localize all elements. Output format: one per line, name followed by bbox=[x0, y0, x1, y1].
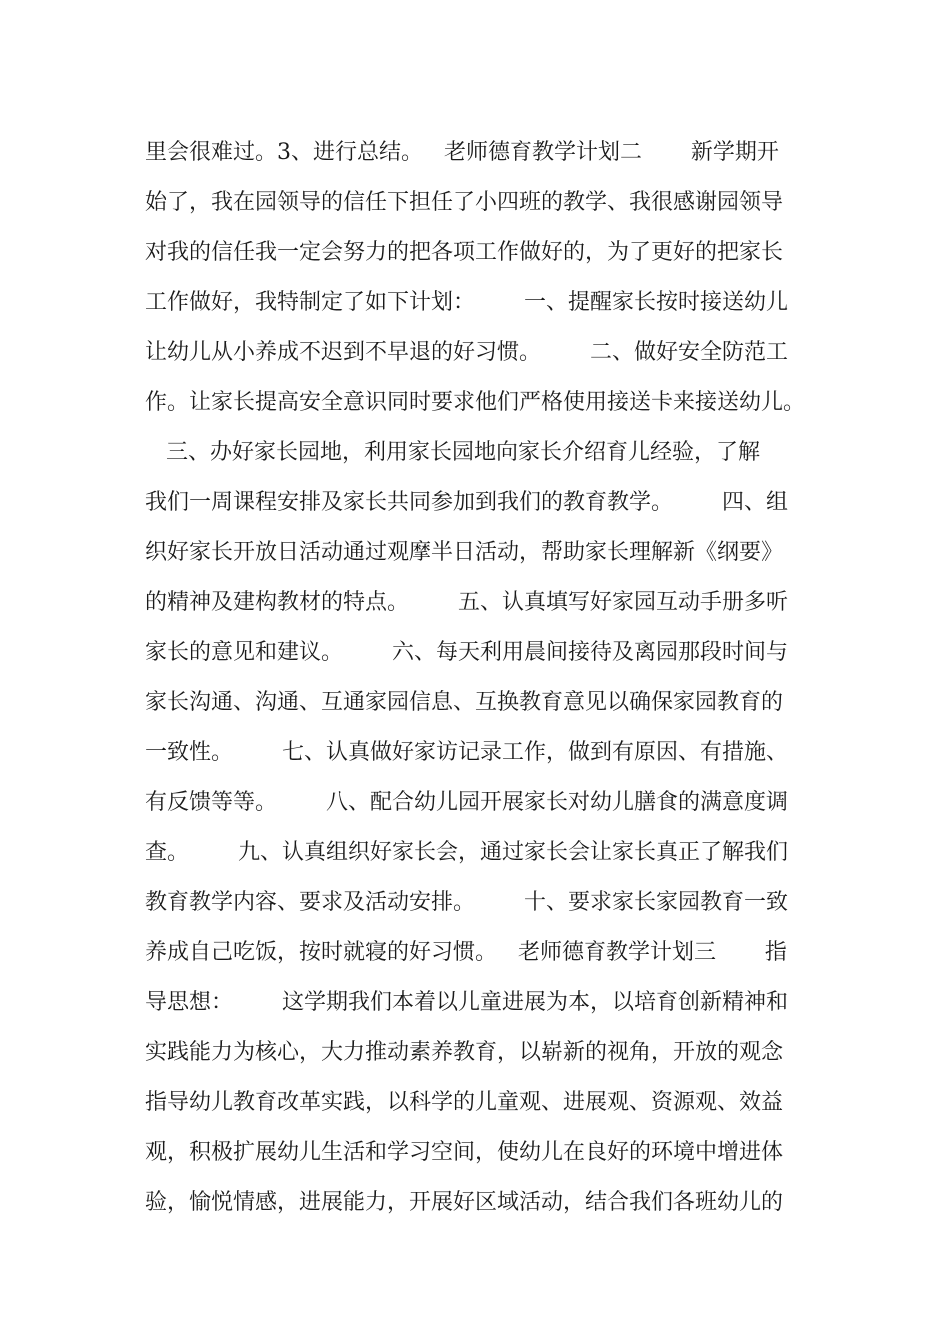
text-line-17: 养成自己吃饭，按时就寝的好习惯。 老师德育教学计划三 指 bbox=[145, 940, 787, 965]
text-line-13: 一致性。 七、认真做好家访记录工作，做到有原因、有措施、 bbox=[145, 740, 788, 765]
text-line-19: 实践能力为核心，大力推动素养教育，以崭新的视角，开放的观念 bbox=[145, 1040, 784, 1065]
text-line-18: 导思想： 这学期我们本着以儿童进展为本，以培育创新精神和 bbox=[145, 990, 788, 1015]
text-line-1: 里会很难过。3、进行总结。 老师德育教学计划二 新学期开 bbox=[145, 140, 779, 165]
body-text bbox=[145, 128, 815, 1228]
text-line-8: 我们一周课程安排及家长共同参加到我们的教育教学。 四、组 bbox=[145, 490, 788, 515]
text-line-3: 对我的信任我一定会努力的把各项工作做好的，为了更好的把家长 bbox=[145, 240, 784, 265]
text-line-5: 让幼儿从小养成不迟到不早退的好习惯。 二、做好安全防范工 bbox=[145, 340, 788, 365]
text-line-21: 观，积极扩展幼儿生活和学习空间，使幼儿在良好的环境中增进体 bbox=[145, 1140, 784, 1165]
text-line-10: 的精神及建构教材的特点。 五、认真填写好家园互动手册多听 bbox=[145, 590, 788, 615]
text-line-12: 家长沟通、沟通、互通家园信息、互换教育意见以确保家园教育的 bbox=[145, 690, 784, 715]
text-line-9: 织好家长开放日活动通过观摩半日活动，帮助家长理解新《纲要》 bbox=[145, 540, 784, 565]
text-line-7: 三、办好家长园地，利用家长园地向家长介绍育儿经验，了解 bbox=[145, 440, 760, 465]
text-line-22: 验，愉悦情感，进展能力，开展好区域活动，结合我们各班幼儿的 bbox=[145, 1190, 784, 1215]
text-line-2: 始了，我在园领导的信任下担任了小四班的教学、我很感谢园领导 bbox=[145, 190, 784, 215]
text-line-20: 指导幼儿教育改革实践，以科学的儿童观、进展观、资源观、效益 bbox=[145, 1090, 784, 1115]
text-line-11: 家长的意见和建议。 六、每天利用晨间接待及离园那段时间与 bbox=[145, 640, 788, 665]
text-line-16: 教育教学内容、要求及活动安排。 十、要求家长家园教育一致 bbox=[145, 890, 788, 915]
text-line-4: 工作做好，我特制定了如下计划： 一、提醒家长按时接送幼儿 bbox=[145, 290, 788, 315]
text-line-15: 查。 九、认真组织好家长会，通过家长会让家长真正了解我们 bbox=[145, 840, 788, 865]
text-line-14: 有反馈等等。 八、配合幼儿园开展家长对幼儿膳食的满意度调 bbox=[145, 790, 788, 815]
text-line-6: 作。让家长提高安全意识同时要求他们严格使用接送卡来接送幼儿。 bbox=[145, 390, 806, 415]
